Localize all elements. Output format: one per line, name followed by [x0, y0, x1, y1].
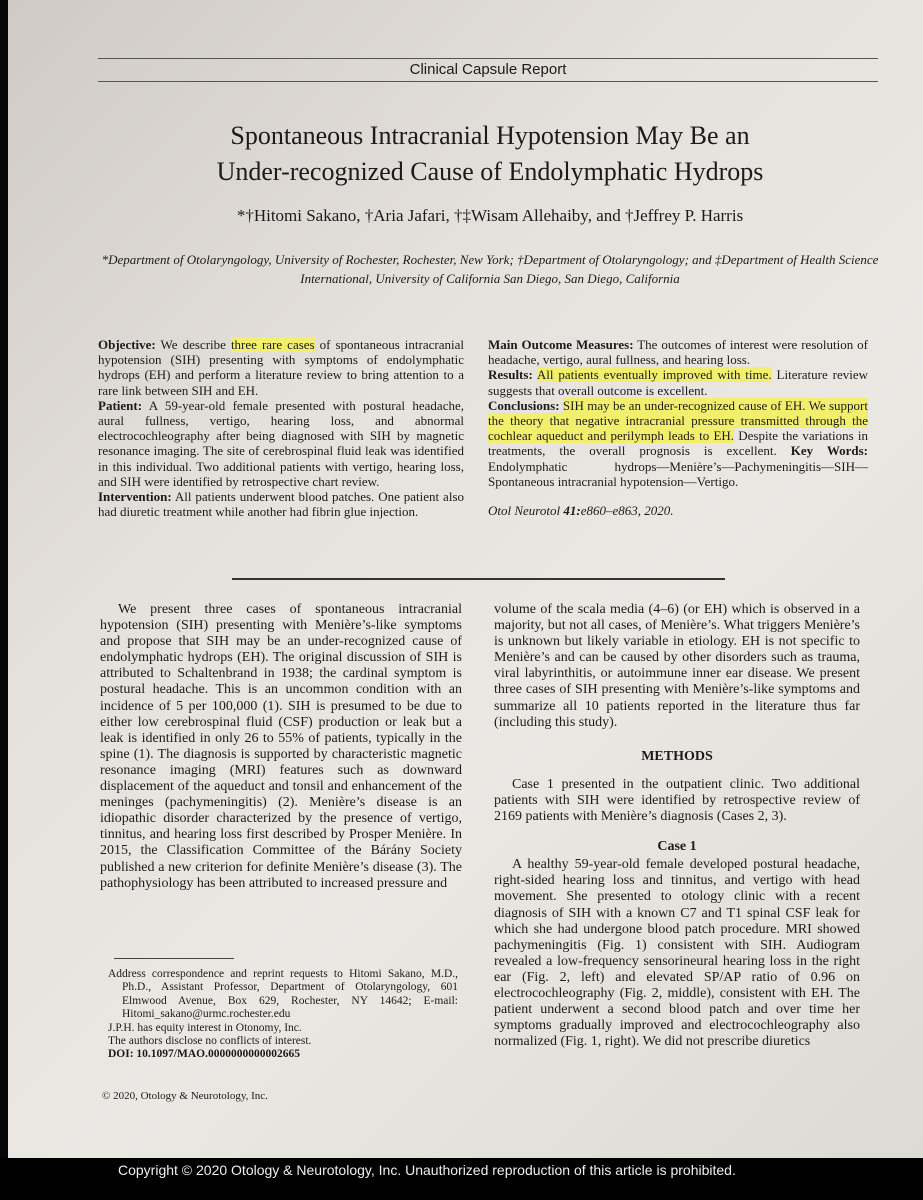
patient-text: A 59-year-old female presented with postural headache, aural fullness, vertigo, hearing loss, and abnormal electrocochleography after being diagnosed with SIH by magnetic resonance imaging. The site of cerebrospinal fluid leak was identified in this individual. Two additional patients with vertigo, hearing loss, and SIH were identified by retrospective chart review. — [98, 397, 464, 489]
author-list: *†Hitomi Sakano, †Aria Jafari, †‡Wisam Allehaiby, and †Jeffrey P. Harris — [236, 206, 744, 225]
case1-paragraph: A healthy 59-year-old female developed postural headache, right-sided hearing loss and tinnitus, and vertigo with head movement. She presented to otology clinic with a recent diagnosis of SIH with a known C7 and T1 spinal CSF leak for which she had undergone blood patch procedure. MRI showed pachymeningitis (Fig. 1) consistent with SIH. Audiogram revealed a low-frequency sensorineural hearing loss in the right ear (Fig. 2, left) and elevated SP/AP ratio of 0.96 on electrocochleography (Fig. 2, middle), consistent with EH. The patient underwent a second blood patch and over time her symptoms gradually improved and electrocochleography also normalized (Fig. 1, right). We did not prescribe diuretics — [494, 857, 860, 1050]
copyright-notice: Copyright © 2020 Otology & Neurotology, Inc. Unauthorized reproduction of this article is prohibited. — [118, 1162, 736, 1178]
journal-copyright: © 2020, Otology & Neurotology, Inc. — [102, 1090, 268, 1102]
section-divider — [232, 578, 725, 580]
citation-pages: e860–e863, 2020. — [580, 503, 674, 519]
intervention-label: Intervention: — [98, 489, 172, 505]
methods-heading: METHODS — [641, 748, 713, 764]
footnote-disclosure: The authors disclose no conflicts of interest. — [108, 1035, 312, 1048]
footnotes — [108, 968, 458, 1062]
journal-name: Otol Neurotol — [488, 503, 561, 519]
abstract-objective — [98, 337, 464, 398]
abstract-right-column — [488, 337, 868, 518]
patient-label: Patient: — [98, 397, 143, 413]
title-line-1: Spontaneous Intracranial Hypotension May Be an — [230, 121, 750, 150]
title-line-2: Under-recognized Cause of Endolymphatic Hydrops — [216, 157, 764, 186]
abstract-conclusions — [488, 398, 868, 489]
intro-paragraph-right: volume of the scala media (4–6) (or EH) which is observed in a majority, but not all cases, of Menière’s. What triggers Menière’s is unknown but likely variable in etiology. EH is not specific to Menière’s and can be caused by other disorders such as trauma, viral labyrinthitis, or autoimmune inner ear disease. We present three cases of SIH presenting with Menière’s-like symptoms and summarize all 10 patients reported in the literature thus far (including this study). — [494, 602, 860, 730]
abstract-intervention — [98, 489, 464, 519]
conclusions-label: Conclusions: — [488, 397, 560, 413]
objective-text-pre: We describe — [155, 337, 231, 352]
footnote-rule — [114, 958, 234, 959]
case1-heading: Case 1 — [657, 839, 697, 855]
body-left-column — [100, 602, 462, 892]
results-text-post: Literature review suggests that overall outcome is excellent. — [488, 367, 868, 398]
outcome-label: Main Outcome Measures: — [488, 337, 634, 352]
abstract-left-column — [98, 337, 464, 519]
footnote-doi: DOI: 10.1097/MAO.0000000000002665 — [108, 1048, 300, 1061]
objective-highlight: three rare cases — [230, 337, 315, 352]
results-label: Results: — [488, 367, 533, 383]
methods-paragraph: Case 1 presented in the outpatient clinic. Two additional patients with SIH were identified by retrospective review of 2169 patients with Menière’s diagnosis (Cases 2, 3). — [494, 776, 860, 825]
body-right-column — [494, 602, 860, 1050]
outcome-text: The outcomes of interest were resolution of headache, vertigo, aural fullness, and hearing loss. — [488, 337, 868, 368]
journal-citation — [488, 503, 868, 518]
article-title — [90, 118, 890, 190]
abstract-outcome — [488, 337, 868, 367]
results-highlight: All patients eventually improved with time. — [536, 367, 772, 383]
affiliations: *Department of Otolaryngology, University of Rochester, Rochester, New York; †Department of Otolaryngology; and ‡Department of Health Science International, University of California San Diego, San Diego, California — [101, 252, 879, 286]
conclusions-highlight: SIH may be an under-recognized cause of EH. We support the theory that negative intracranial pressure transmitted through the cochlear aqueduct and perilymph leads to EH. — [488, 397, 868, 444]
citation-volume: 41: — [563, 503, 581, 519]
objective-text-post: of spontaneous intracranial hypotension (SIH) presenting with symptoms of endolymphatic hydrops (EH) and perform a literature review to bring attention to a rare link between SIH and EH. — [98, 337, 464, 398]
conclusions-text-post: Despite the variations in treatments, the overall prognosis is excellent. — [488, 428, 868, 459]
intro-paragraph-left: We present three cases of spontaneous intracranial hypotension (SIH) presenting with Menière’s-like symptoms and propose that SIH may be an under-recognized cause of endolymphatic hydrops (EH). The original discussion of SIH is attributed to Schaltenbrand in 1938; the cardinal symptom is postural headache. This is an uncommon condition with an incidence of 5 per 100,000 (1). SIH is presumed to be due to either low cerebrospinal fluid (CSF) production or leak but a leak is identified in only 26 to 55% of patients, typically in the spine (1). The diagnosis is supported by characteristic magnetic resonance imaging (MRI) features such as downward displacement of the aqueduct and tonsil and enhancement of the meninges (pachymeningitis) (2). Menière’s disease is an idiopathic disorder characterized by the presence of vertigo, tinnitus, and hearing loss first described by Prosper Menière. In 2015, the Classification Committee of the Bárány Society published a new criterion for definite Menière’s disease (3). The pathophysiology has been attributed to increased pressure and — [100, 602, 462, 891]
keywords-text: Endolymphatic hydrops—Menière’s—Pachymeningitis—SIH—Spontaneous intracranial hypotension—Vertigo. — [488, 458, 868, 489]
intervention-text: All patients underwent blood patches. One patient also had diuretic treatment while another had fibrin glue injection. — [98, 489, 464, 520]
abstract-results — [488, 367, 868, 397]
section-label: Clinical Capsule Report — [98, 58, 878, 82]
footnote-equity: J.P.H. has equity interest in Otonomy, Inc. — [108, 1021, 302, 1034]
keywords-label: Key Words: — [790, 443, 869, 459]
objective-label: Objective: — [98, 337, 156, 352]
abstract-patient — [98, 398, 464, 489]
footnote-correspondence: Address correspondence and reprint requests to Hitomi Sakano, M.D., Ph.D., Assistant Professor, Department of Otolaryngology, 601 Elmwood Avenue, Box 629, Rochester, NY 14642; E-mail: Hitomi_sakano@urmc.rochester.edu — [108, 968, 458, 1021]
